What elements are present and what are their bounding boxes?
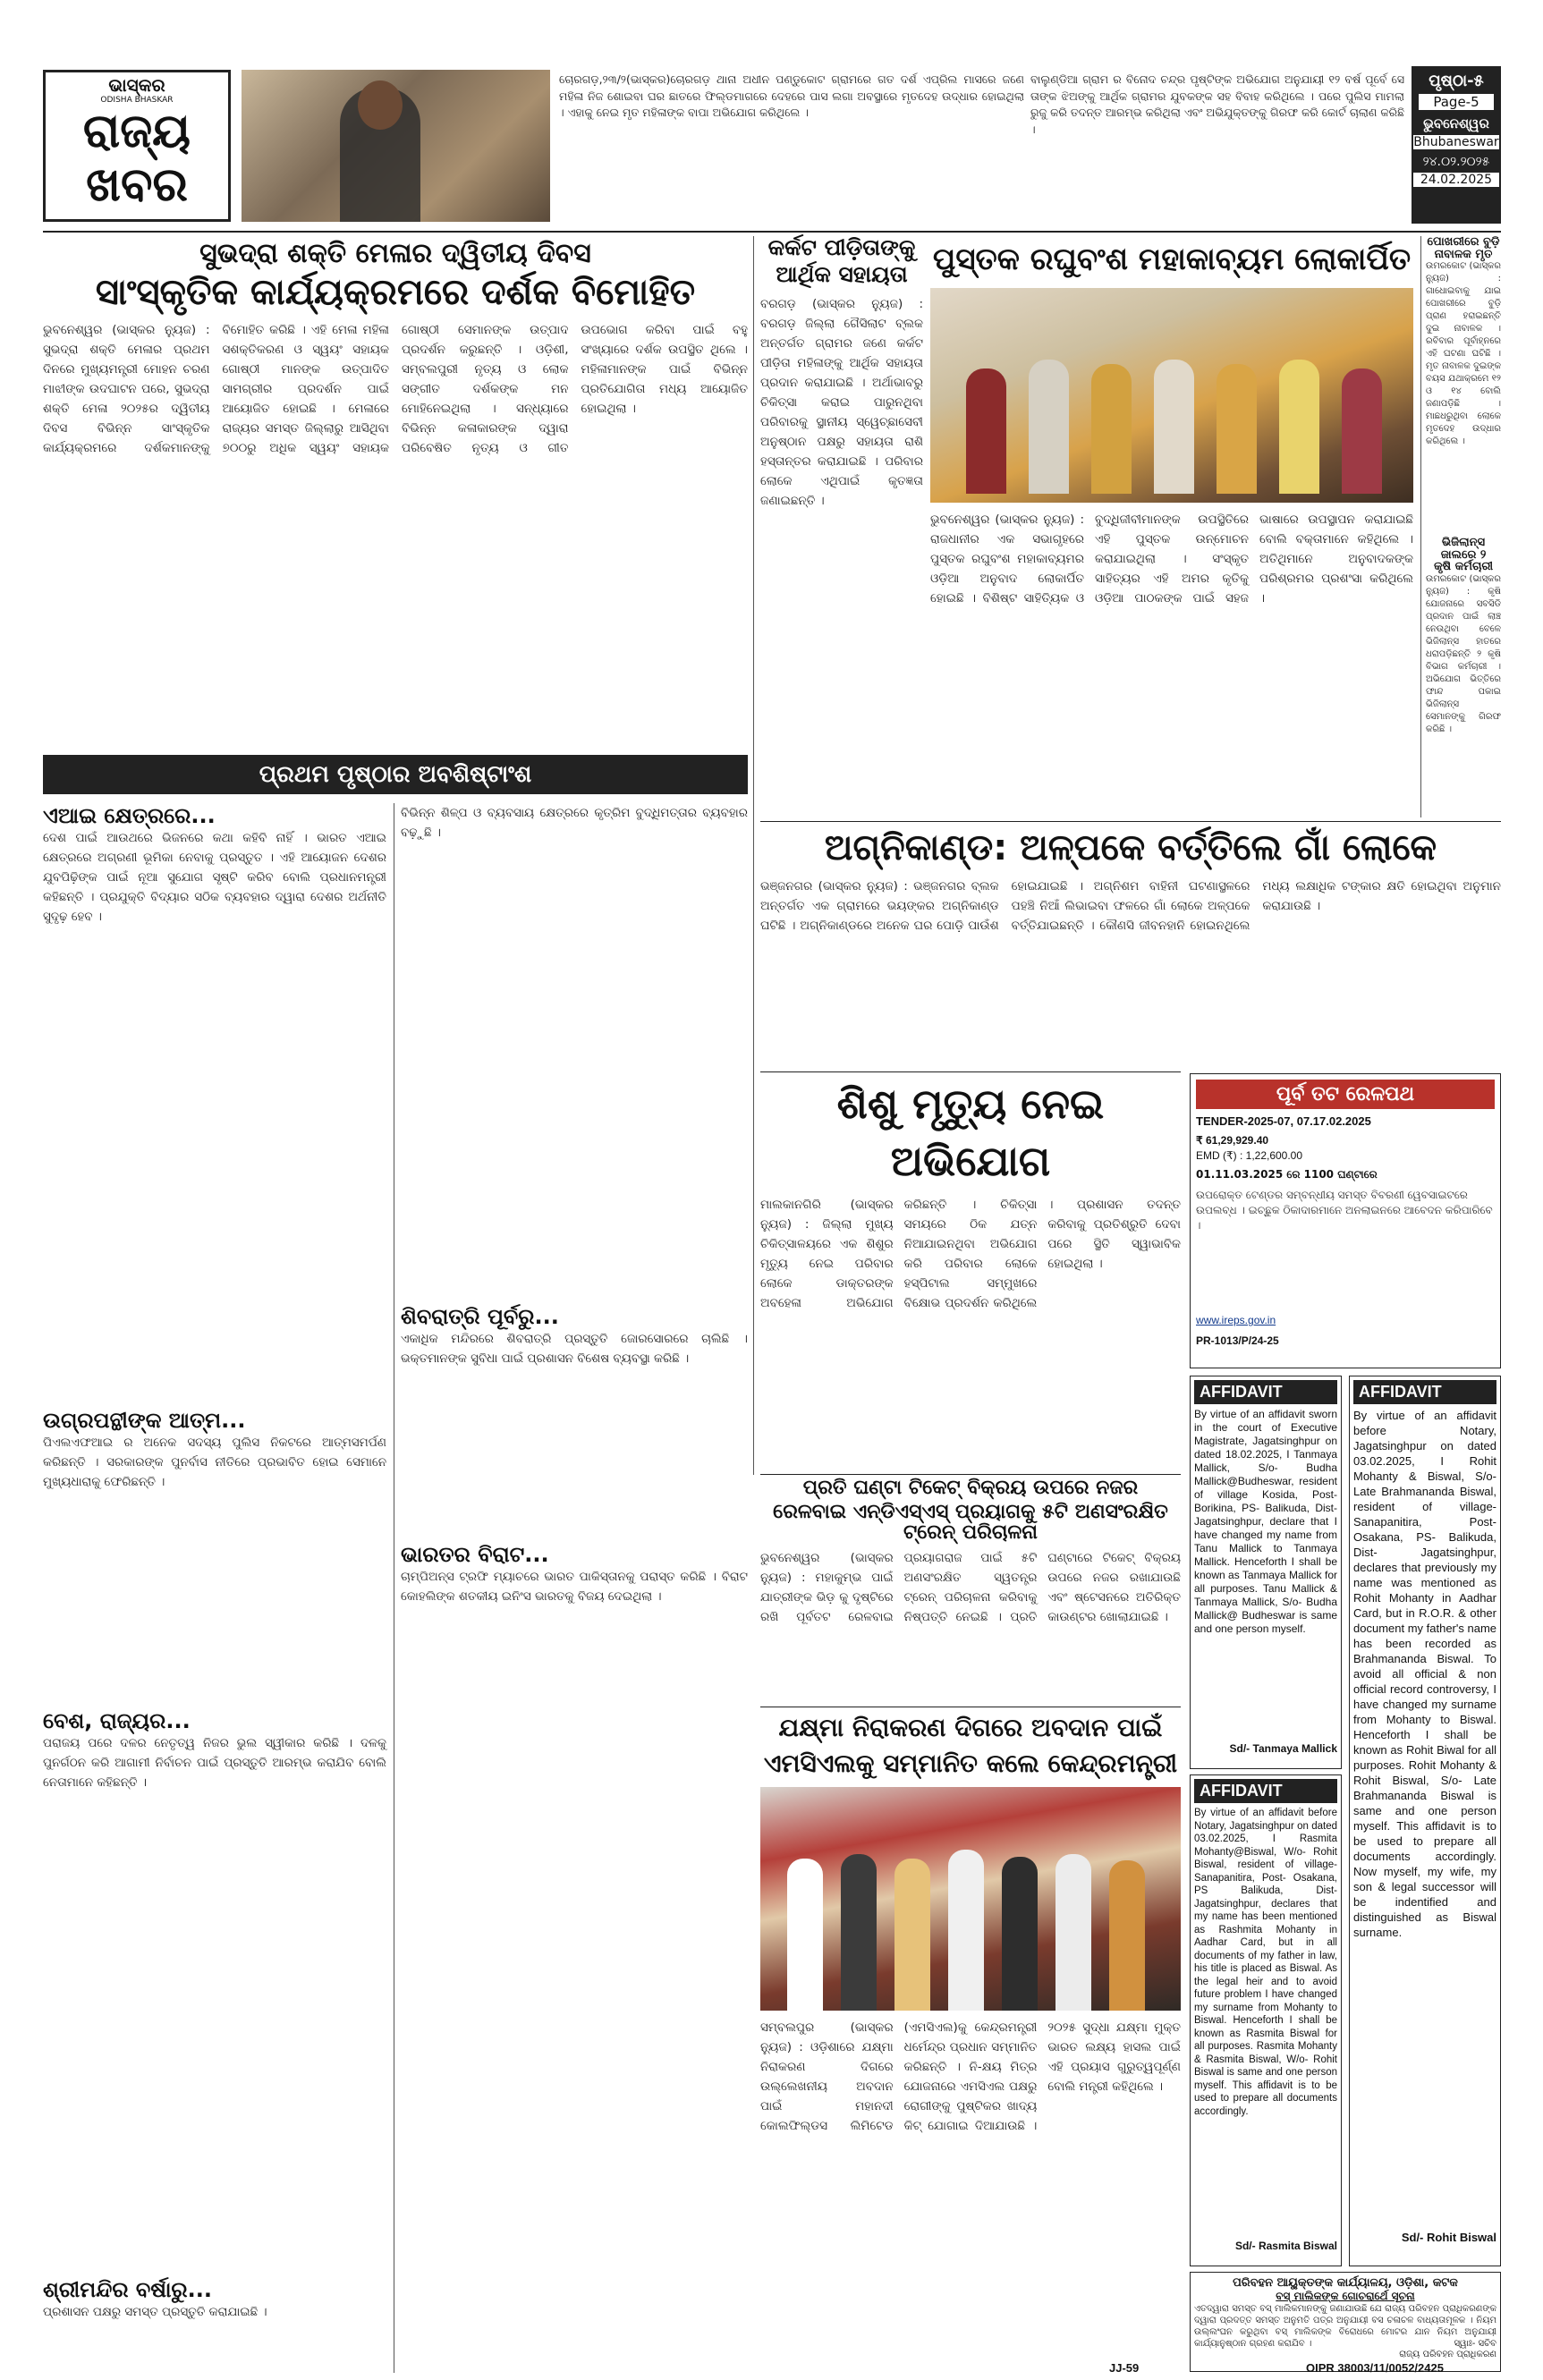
subhadra-headline: ସାଂସ୍କୃତିକ କାର୍ଯ୍ୟକ୍ରମରେ ଦର୍ଶକ ବିମୋହିତ — [95, 271, 696, 313]
affidavit-signature: Sd/- Rohit Biswal — [1401, 2231, 1496, 2244]
tender-emd: 1,22,600.00 — [1245, 1149, 1303, 1162]
tender-deadline: 01.11.03.2025 ରେ 1100 ଘଣ୍ଟାରେ — [1196, 1168, 1378, 1181]
affidavit-1-box — [1190, 1376, 1342, 1769]
fire-headline: ଅଗ୍ନିକାଣ୍ଡ: ଅଳ୍ପକେ ବର୍ତ୍ତିଲେ ଗାଁ ଲୋକେ — [824, 827, 1437, 868]
top-story-col2: ବାଲୁଣ୍ଡିଆ ଗ୍ରାମ ର ବିନୋଦ ଚନ୍ଦ୍ର ପୃଷ୍ଟିଙ୍କ ଅଭିଯୋଗ ଅନୁଯାୟୀ ୧୨ ବର୍ଷ ପୂର୍ବେ ସେ ତାଙ୍କ ଝିଅଙ୍କୁ ଆର୍ଥିକ ଗ୍ରାମର ଯୁବକଙ୍କ ସହ ବିବାହ କରିଥିଲେ । ପରେ ପୁଲିସ ମାମଲା ରୁଜୁ କରି ତଦନ୍ତ ଆରମ୍ଭ କରିଥିଲା ଏବଂ ଅଭିଯୁକ୍ତଙ୍କୁ ଗିରଫ କରି କୋର୍ଟ ଚାଲାଣ କରିଛି । — [1030, 72, 1404, 136]
footer-left-code: JJ-59 — [1109, 2361, 1140, 2375]
vigilance-story-content — [1426, 537, 1501, 816]
editorial-title: ଭାରତର ବିରାଟ... — [401, 1542, 549, 1567]
page-label-en: Page-5 — [1419, 94, 1494, 110]
fire-story — [760, 825, 1501, 1066]
drown-headline-2: ନାବାଳକ ମୃତ — [1434, 247, 1493, 261]
subhadra-kicker: ସୁଭଦ୍ରା ଶକ୍ତି ମେଳାର ଦ୍ୱିତୀୟ ଦିବସ — [199, 238, 591, 269]
tender-emd-row: EMD (₹) : 1,22,600.00 — [1196, 1149, 1303, 1162]
tb-headline-1: ଯକ୍ଷ୍ମା ନିରାକରଣ ଦିଗରେ ଅବଦାନ ପାଇଁ — [778, 1713, 1163, 1742]
editorial-title: ବେଶ, ରାଜ୍ୟର... — [43, 1708, 191, 1733]
transport-body: ଏତଦ୍ୱାରା ସମସ୍ତ ବସ୍ ମାଲିକମାନଙ୍କୁ ଜଣାଯାଉଛି ଯେ ରାଜ୍ୟ ପରିବହନ ପ୍ରାଧିକରଣଙ୍କ ଦ୍ୱାରା ପ୍ରଦତ୍ତ ସମସ୍ତ ଅନୁମତି ପତ୍ର ଅନୁଯାୟୀ ବସ ଚଳାଚଳ ବାଧ୍ୟତାମୂଳକ । ନିୟମ ଉଲ୍ଲଂଘନ କରୁଥିବା ବସ୍ ମାଲିକଙ୍କ ବିରୋଧରେ ମୋଟର ଯାନ ନିୟମ ଅନୁଯାୟୀ କାର୍ଯ୍ୟାନୁଷ୍ଠାନ ଗ୍ରହଣ କରାଯିବ । — [1194, 2304, 1496, 2349]
affidavit-signature: Sd/- Rasmita Biswal — [1234, 2240, 1337, 2252]
vigilance-headline-2: କୃଷି କର୍ମଚାରୀ — [1433, 560, 1494, 574]
page-label-odia: ପୃଷ୍ଠା-୫ — [1429, 72, 1484, 90]
section-title-line1: ରାଜ୍ୟ — [82, 105, 191, 158]
masthead-photo — [242, 70, 550, 222]
date-en: 24.02.2025 — [1413, 173, 1499, 187]
affidavit-body: By virtue of an affidavit before Notary, Jagatsinghpur on dated 03.02.2025, I Rohit Mohanty & Biswal, S/o- Late Brahmananda Biswal, resident of village- Sanapanitira, Post- Osakana, PS- Balikuda, Dist- Jagatsinghpur, declares that previously my name was mentioned as Rohit Mohanty in Aadhar Card, but in R.O.R. & other document my father's name has been recorded as Brahmananda Biswal. To avoid all official & non official record controversy, I have changed my surname from Mohanty to Biswal. Henceforth I shall be known as Rohit Biwal for all purposes. Rohit Mohanty & Rohit Biswal, S/o- Late Brahmananda Biswal is same and one person myself. This affidavit is to be used to prepare all documents accordingly. Now myself, my wife, my son & legal successor will be indentified and distinguished as Biswal surname. — [1353, 1409, 1496, 1939]
footer-right-code: OIPR 38003/11/0052/2425 — [1306, 2361, 1444, 2375]
editorial-title: ଏଆଇ କ୍ଷେତ୍ରରେ... — [43, 803, 216, 828]
tb-headline-2: ଏମସିଏଲକୁ ସମ୍ମାନିତ କଲେ କେନ୍ଦ୍ରମନ୍ତ୍ରୀ — [763, 1749, 1178, 1778]
tender-amount: 61,29,929.40 — [1205, 1134, 1269, 1147]
city-odia: ଭୁବନେଶ୍ୱର — [1423, 115, 1489, 131]
transport-subtitle: ବସ୍ ମାଲିକଙ୍କ ଗୋଚରାର୍ଥେ ସୂଚନା — [1276, 2290, 1415, 2302]
cancer-story — [760, 236, 923, 817]
railway-headline: ରେଳବାଇ ଏନ୍‌ଡିଏସ୍‌ଏସ୍ ପ୍ରୟାଗକୁ ୫ଟି ଅଣସଂରକ୍ଷିତ ଟ୍ରେନ୍ ପରିଚାଳନା — [773, 1501, 1168, 1545]
affidavit-signature: Sd/- Tanmaya Mallick — [1229, 1742, 1337, 1755]
paper-name: ଭାସ୍କର — [108, 74, 165, 96]
top-story-col1: ଚୋରଗଡ଼,୨୩/୨(ଭାସ୍କର)ଚୋରଗଡ଼ ଥାନା ଅଧୀନ ପଣ୍ଡୁକୋଟ ଗ୍ରାମରେ ଗତ ଦର୍ଶ ଏପ୍ରିଲ ମାସରେ ଜଣେ ମହିଳା ନିଜ ଶୋଇବା ଘର ଛାତରେ ଫିଲ୍ଡମାଗରେ ଦେହରେ ପାସ ଲଗା ଅବସ୍ଥାରେ ମୃତଦେହ ଉଦ୍ଧାର ହୋଇଥିଲା । ଏହାକୁ ନେଇ ମୃତ ମହିଳାଙ୍କ ବାପା ଅଭିଯୋଗ କରିଥିଲେ । — [559, 72, 1024, 119]
vigilance-headline-1: ଭିଜିଲାନ୍ସ ଜାଲରେ ୨ — [1440, 536, 1487, 562]
affidavit-body: By virtue of an affidavit sworn in the court of Executive Magistrate, Jagatsinghpur on dated 18.02.2025, I Tanmaya Mallick, S/o- Budha Mallick@Budheswar, resident of village Kosida, Post- Borikina, PS- Balikuda, Dist- Jagatsinghpur, declare that I have changed my name from Tanu Mallick to Tanmaya Mallick. Henceforth I shall be known as Tanmaya Mallick for all purposes. Tanu Mallick & Tanmaya Mallick, S/o- Budha Mallick@ Budheswar is same and one person myself. — [1194, 1408, 1337, 1635]
book-headline: ପୁସ୍ତକ ରଘୁବଂଶ ମହାକାବ୍ୟମ ଲୋକାର୍ପିତ — [932, 241, 1412, 277]
affidavit-title: AFFIDAVIT — [1194, 1779, 1337, 1803]
affidavit-title: AFFIDAVIT — [1353, 1380, 1496, 1404]
affidavit-title: AFFIDAVIT — [1194, 1380, 1337, 1404]
editorial-col1 — [43, 803, 386, 2373]
tender-code: PR-1013/P/24-25 — [1196, 1334, 1279, 1347]
tb-award-photo — [760, 1787, 1181, 2011]
editorial-col2 — [401, 803, 748, 2373]
railway-story — [760, 1478, 1181, 1701]
date-odia: ୨୪.୦୨.୨୦୨୫ — [1422, 155, 1490, 169]
book-body: ଭୁବନେଶ୍ୱର (ଭାସ୍କର ନ୍ୟୁଜ) : ରାଜଧାନୀର ଏକ ସଭାଗୃହରେ ପୁସ୍ତକ ରଘୁବଂଶ ମହାକାବ୍ୟମର ଓଡ଼ିଆ ଅନୁବାଦ ଲୋକାର୍ପିତ ହୋଇଛି । ବିଶିଷ୍ଟ ସାହିତ୍ୟିକ ଓ ବୁଦ୍ଧିଜୀବୀମାନଙ୍କ ଉପସ୍ଥିତିରେ ଏହି ପୁସ୍ତକ ଉନ୍ମୋଚନ କରାଯାଇଥିଲା । ସଂସ୍କୃତ ସାହିତ୍ୟର ଏହି ଅମର କୃତିକୁ ଓଡ଼ିଆ ପାଠକଙ୍କ ପାଇଁ ସହଜ ଭାଷାରେ ଉପସ୍ଥାପନ କରାଯାଇଛି ବୋଲି ବକ୍ତାମାନେ କହିଥିଲେ । ଅତିଥିମାନେ ଅନୁବାଦକଙ୍କ ପରିଶ୍ରମର ପ୍ରଶଂସା କରିଥିଲେ । — [930, 512, 1413, 606]
vigilance-body: ଉମରକୋଟ (ଭାସ୍କର ନ୍ୟୁଜ) : କୃଷି ଯୋଜନାରେ ସବସିଡି ପ୍ରଦାନ ପାଇଁ ଲାଞ୍ଚ ନେଉଥିବା ବେଳେ ଭିଜିଲାନ୍ସ ହାତରେ ଧରାପଡ଼ିଛନ୍ତି ୨ କୃଷି ବିଭାଗ କର୍ମଚାରୀ । ଅଭିଯୋଗ ଭିତ୍ତିରେ ଫାନ୍ଦ ପକାଇ ଭିଜିଲାନ୍ସ ସେମାନଙ୍କୁ ଗିରଫ କରିଛି । — [1426, 573, 1501, 734]
tb-story — [760, 1710, 1181, 2376]
editorial-body: ଚାମ୍ପିଅନ୍ସ ଟ୍ରଫି ମ୍ୟାଚରେ ଭାରତ ପାକିସ୍ତାନକୁ ପରାସ୍ତ କରିଛି । ବିରାଟ କୋହଲିଙ୍କ ଶତକୀୟ ଇନିଂସ ଭାରତକୁ ବିଜୟ ଦେଇଥିଲା । — [401, 1570, 748, 1604]
cancer-body: ବରଗଡ଼ (ଭାସ୍କର ନ୍ୟୁଜ) : ବରଗଡ଼ ଜିଲ୍ଲା ଗୈସିଲାଟ ବ୍ଲକ ଅନ୍ତର୍ଗତ ଗ୍ରାମର ଜଣେ କର୍କଟ ପୀଡ଼ିତା ମହିଳାଙ୍କୁ ଆର୍ଥିକ ସହାୟତା ପ୍ରଦାନ କରାଯାଇଛି । ଅର୍ଥାଭାବରୁ ଚିକିତ୍ସା କରାଇ ପାରୁନଥିବା ପରିବାରକୁ ସ୍ଥାନୀୟ ସ୍ୱେଚ୍ଛାସେବୀ ଅନୁଷ୍ଠାନ ପକ୍ଷରୁ ସହାୟତା ରାଶି ହସ୍ତାନ୍ତର କରାଯାଇଛି । ପରିବାର ଲୋକେ ଏଥିପାଇଁ କୃତଜ୍ଞତା ଜଣାଇଛନ୍ତି । — [760, 296, 923, 508]
subhadra-story — [43, 236, 748, 744]
book-launch-photo — [930, 288, 1413, 503]
city-en: Bhubaneswar — [1413, 135, 1499, 149]
child-headline: ଶିଶୁ ମୃତ୍ୟୁ ନେଇ ଅଭିଯୋଗ — [836, 1080, 1105, 1185]
editorial-banner: ପ୍ରଥମ ପୃଷ୍ଠାର ଅବଶିଷ୍ଟାଂଶ — [43, 755, 748, 794]
paper-sub: ODISHA BHASKAR — [100, 96, 174, 105]
tb-body: ସମ୍ବଲପୁର (ଭାସ୍କର ନ୍ୟୁଜ) : ଓଡ଼ିଶାରେ ଯକ୍ଷ୍ମା ନିରାକରଣ ଦିଗରେ ଉଲ୍ଲେଖନୀୟ ଅବଦାନ ପାଇଁ ମହାନଦୀ କୋଲଫିଲ୍ଡସ ଲିମିଟେଡ (ଏମସିଏଲ)କୁ କେନ୍ଦ୍ରମନ୍ତ୍ରୀ ଧର୍ମେନ୍ଦ୍ର ପ୍ରଧାନ ସମ୍ମାନିତ କରିଛନ୍ତି । ନି-କ୍ଷୟ ମିତ୍ର ଯୋଜନାରେ ଏମସିଏଲ ପକ୍ଷରୁ ରୋଗୀଙ୍କୁ ପୁଷ୍ଟିକର ଖାଦ୍ୟ କିଟ୍ ଯୋଗାଇ ଦିଆଯାଉଛି । ୨୦୨୫ ସୁଦ୍ଧା ଯକ୍ଷ୍ମା ମୁକ୍ତ ଭାରତ ଲକ୍ଷ୍ୟ ହାସଲ ପାଇଁ ଏହି ପ୍ରୟାସ ଗୁରୁତ୍ୱପୂର୍ଣ୍ଣ ବୋଲି ମନ୍ତ୍ରୀ କହିଥିଲେ । — [760, 2020, 1181, 2133]
tender-notice: ପୂର୍ବ ତଟ ରେଳପଥ TENDER-2025-07, 07.17.02.2025 ₹ 61,29,929.40 EMD (₹) : 1,22,600.00 01.11.03.2025 ରେ 1100 ଘଣ୍ଟାରେ ଉପରୋକ୍ତ ଟେଣ୍ଡର ସମ୍ବନ୍ଧୀୟ ସମସ୍ତ ବିବରଣୀ ୱେବସାଇଟରେ ଉପଲବ୍ଧ । ଇଚ୍ଛୁକ ଠିକାଦାରମାନେ ଅନଲାଇନରେ ଆବେଦନ କରିପାରିବେ । www.ireps.gov.in PR-1013/P/24-25 — [1190, 1073, 1501, 1368]
editorial-title: ଉଗ୍ରପନ୍ଥୀଙ୍କ ଆତ୍ମ... — [43, 1408, 246, 1433]
fire-body: ଭଞ୍ଜନଗର (ଭାସ୍କର ନ୍ୟୁଜ) : ଭଞ୍ଜନଗର ବ୍ଲକ ଅନ୍ତର୍ଗତ ଏକ ଗ୍ରାମରେ ଭୟଙ୍କର ଅଗ୍ନିକାଣ୍ଡ ଘଟିଛି । ଅଗ୍ନିକାଣ୍ଡରେ ଅନେକ ଘର ପୋଡ଼ି ପାଉଁଶ ହୋଇଯାଇଛି । ଅଗ୍ନିଶମ ବାହିନୀ ଘଟଣାସ୍ଥଳରେ ପହଞ୍ଚି ନିଆଁ ଲିଭାଇବା ଫଳରେ ଗାଁ ଲୋକେ ଅଳ୍ପକେ ବର୍ତ୍ତିଯାଇଛନ୍ତି । କୌଣସି ଜୀବନହାନି ହୋଇନଥିଲେ ମଧ୍ୟ ଲକ୍ଷାଧିକ ଟଙ୍କାର କ୍ଷତି ହୋଇଥିବା ଅନୁମାନ କରାଯାଉଛି । — [760, 879, 1501, 933]
editorial-body: ପ୍ରଶାସନ ପକ୍ଷରୁ ସମସ୍ତ ପ୍ରସ୍ତୁତି କରାଯାଇଛି । — [43, 2305, 267, 2319]
affidavit-body: By virtue of an affidavit before Notary, Jagatsinghpur on dated 03.02.2025, I Rasmita Mohanty@Biswal, W/o- Rohit Biswal, resident of village- Sanapanitira, Post- Osakana, PS Balikuda, Dist- Jagatsinghpur, declares that my name has been mentioned as Rashmita Mohanty in Aadhar Card, but in all documents of my father in law, his title is placed as Biswal. As the legal heir and to avoid future problem I have changed my surname from Mohanty to Biswal. Henceforth I shall be known as Rasmita Biswal for all purposes. Rasmita Mohanty & Rasmita Biswal, W/o- Rohit Biswal is same and one person myself. This affidavit is to be used to prepare all documents accordingly. — [1194, 1808, 1337, 2117]
drown-story-content — [1426, 236, 1501, 531]
affidavit-2-box — [1190, 1774, 1342, 2266]
child-body: ମାଲକାନଗିରି (ଭାସ୍କର ନ୍ୟୁଜ) : ଜିଲ୍ଲା ମୁଖ୍ୟ ଚିକିତ୍ସାଳୟରେ ଏକ ଶିଶୁର ମୃତ୍ୟୁ ନେଇ ପରିବାର ଲୋକେ ଡାକ୍ତରଙ୍କ ଅବହେଳା ଅଭିଯୋଗ କରିଛନ୍ତି । ଚିକିତ୍ସା ସମୟରେ ଠିକ ଯତ୍ନ ନିଆଯାଇନଥିବା ଅଭିଯୋଗ କରି ପରିବାର ଲୋକେ ହସ୍ପିଟାଲ ସମ୍ମୁଖରେ ବିକ୍ଷୋଭ ପ୍ରଦର୍ଶନ କରିଥିଲେ । ପ୍ରଶାସନ ତଦନ୍ତ କରିବାକୁ ପ୍ରତିଶ୍ରୁତି ଦେବା ପରେ ସ୍ଥିତି ସ୍ୱାଭାବିକ ହୋଇଥିଲା । — [760, 1198, 1181, 1310]
editorial-body: ଦେଶ ପାଇଁ ଆଉଥରେ ଭିଜନରେ କଥା କହିବି ନାହିଁ । ଭାରତ ଏଆଇ କ୍ଷେତ୍ରରେ ଅଗ୍ରଣୀ ଭୂମିକା ନେବାକୁ ପ୍ରସ୍ତୁତ । ଏହି ଆୟୋଜନ ଦେଶର ଯୁବପିଢ଼ିଙ୍କ ପାଇଁ ନୂଆ ସୁଯୋଗ ସୃଷ୍ଟି କରିବ ବୋଲି ପ୍ରଧାନମନ୍ତ୍ରୀ କହିଛନ୍ତି । ପ୍ରଯୁକ୍ତି ବିଦ୍ୟାର ସଠିକ ବ୍ୟବହାର ଦ୍ୱାରା ଦେଶର ଅର୍ଥନୀତି ସୁଦୃଢ଼ ହେବ । — [43, 831, 386, 924]
transport-notice — [1190, 2272, 1501, 2372]
section-title-line2: ଖବର — [86, 158, 188, 212]
railway-body: ଭୁବନେଶ୍ୱର (ଭାସ୍କର ନ୍ୟୁଜ) : ମହାକୁମ୍ଭ ପାଇଁ ଯାତ୍ରୀଙ୍କ ଭିଡ଼ କୁ ଦୃଷ୍ଟିରେ ରଖି ପୂର୍ବତଟ ରେଳବାଇ ପ୍ରୟାଗରାଜ ପାଇଁ ୫ଟି ଅଣସଂରକ୍ଷିତ ସ୍ୱତନ୍ତ୍ର ଟ୍ରେନ୍ ପରିଚାଳନା କରିବାକୁ ନିଷ୍ପତ୍ତି ନେଇଛି । ପ୍ରତି ଘଣ୍ଟାରେ ଟିକେଟ୍ ବିକ୍ରୟ ଉପରେ ନଜର ରଖାଯାଉଛି ଏବଂ ଷ୍ଟେସନରେ ଅତିରିକ୍ତ କାଉଣ୍ଟର ଖୋଲାଯାଇଛି । — [760, 1551, 1181, 1625]
editorial-body: ପିଏଲଏଫଆଇ ର ଅନେକ ସଦସ୍ୟ ପୁଲିସ ନିକଟରେ ଆତ୍ମସମର୍ପଣ କରିଛନ୍ତି । ସରକାରଙ୍କ ପୁନର୍ବାସ ନୀତିରେ ପ୍ରଭାବିତ ହୋଇ ସେମାନେ ମୁଖ୍ୟଧାରାକୁ ଫେରିଛନ୍ତି । — [43, 1436, 386, 1489]
book-story — [930, 236, 1413, 817]
affidavit-3-box — [1349, 1376, 1501, 2266]
transport-title: ପରିବହନ ଆୟୁକ୍ତଙ୍କ କାର୍ଯ୍ୟାଳୟ, ଓଡ଼ିଶା, କଟକ — [1233, 2276, 1458, 2290]
masthead — [43, 70, 231, 222]
tender-url[interactable]: www.ireps.gov.in — [1196, 1314, 1276, 1326]
page-info — [1412, 66, 1501, 224]
drown-body: ଉମରକୋଟ (ଭାସ୍କର ନ୍ୟୁଜ) : ଗାଧୋଇବାକୁ ଯାଇ ପୋଖରୀରେ ବୁଡ଼ି ପ୍ରାଣ ହରାଇଛନ୍ତି ଦୁଇ ନାବାଳକ । ରବିବାର ପୂର୍ବାହ୍ନରେ ଏହି ଘଟଣା ଘଟିଛି । ମୃତ ନାବାଳକ ଦୁଇଙ୍କ ବୟସ ଯଥାକ୍ରମେ ୧୨ ଓ ୧୪ ବୋଲି ଜଣାପଡ଼ିଛି । ମାଛଧରୁଥିବା ଲୋକେ ମୃତଦେହ ଉଦ୍ଧାର କରିଥିଲେ । — [1426, 261, 1501, 447]
tender-amount-row: ₹ 61,29,929.40 — [1196, 1134, 1269, 1147]
tender-title: ପୂର୍ବ ତଟ ରେଳପଥ — [1196, 1080, 1495, 1109]
editorial-body: ପରାଜୟ ପରେ ଦଳର ନେତୃତ୍ୱ ନିଜର ଭୁଲ ସ୍ୱୀକାର କରିଛି । ଦଳକୁ ପୁନର୍ଗଠନ କରି ଆଗାମୀ ନିର୍ବାଚନ ପାଇଁ ପ୍ରସ୍ତୁତି ଆରମ୍ଭ କରାଯିବ ବୋଲି ନେତାମାନେ କହିଛନ୍ତି । — [43, 1736, 386, 1790]
cancer-headline-1: କର୍କଟ ପୀଡ଼ିତାଙ୍କୁ — [767, 234, 916, 260]
editorial-title: ଶିବରାତ୍ରି ପୂର୍ବରୁ... — [401, 1304, 559, 1329]
child-story — [760, 1075, 1181, 1469]
tender-ref: TENDER-2025-07, 07.17.02.2025 — [1196, 1114, 1371, 1128]
editorial-title: ଶ୍ରୀମନ୍ଦିର ବର୍ଷାରୁ... — [43, 2277, 212, 2302]
railway-kicker: ପ୍ରତି ଘଣ୍ଟା ଟିକେଟ୍ ବିକ୍ରୟ ଉପରେ ନଜର — [802, 1477, 1139, 1499]
editorial-body: ବିଭିନ୍ନ ଶିଳ୍ପ ଓ ବ୍ୟବସାୟ କ୍ଷେତ୍ରରେ କୃତ୍ରିମ ବୁଦ୍ଧିମତ୍ତାର ବ୍ୟବହାର ବଢ଼ୁଛି । — [401, 806, 748, 840]
transport-signatory: ସ୍ୱାଃ- ସଚିବ — [1454, 2339, 1496, 2349]
editorial-body: ଏକାଧିକ ମନ୍ଦିରରେ ଶିବରାତ୍ରି ପ୍ରସ୍ତୁତି ଜୋରସୋରରେ ଚାଲିଛି । ଭକ୍ତମାନଙ୍କ ସୁବିଧା ପାଇଁ ପ୍ରଶାସନ ବିଶେଷ ବ୍ୟବସ୍ଥା କରିଛି । — [401, 1332, 748, 1366]
cancer-headline-2: ଆର୍ଥିକ ସହାୟତା — [776, 261, 908, 288]
transport-signatory-2: ରାଜ୍ୟ ପରିବହନ ପ୍ରାଧିକରଣ — [1399, 2350, 1496, 2359]
subhadra-body: ଭୁବନେଶ୍ୱର (ଭାସ୍କର ନ୍ୟୁଜ) : ସୁଭଦ୍ରା ଶକ୍ତି ମେଳାର ପ୍ରଥମ ଦିନରେ ମୁଖ୍ୟମନ୍ତ୍ରୀ ମୋହନ ଚରଣ ମାଝୀଙ୍କ ଉଦଘାଟନ ପରେ, ସୁଭଦ୍ରା ଶକ୍ତି ମେଳା ୨୦୨୫ର ଦ୍ୱିତୀୟ ଦିବସ ବିଭିନ୍ନ ସାଂସ୍କୃତିକ କାର୍ଯ୍ୟକ୍ରମରେ ଦର୍ଶକମାନଙ୍କୁ ବିମୋହିତ କରିଛି । ଏହି ମେଳା ମହିଳା ସଶକ୍ତିକରଣ ଓ ସ୍ୱୟଂ ସହାୟକ ଗୋଷ୍ଠୀ ମାନଙ୍କ ଉତ୍ପାଦିତ ସାମଗ୍ରୀର ପ୍ରଦର୍ଶନ ପାଇଁ ଆୟୋଜିତ ହୋଇଛି । ମେଳାରେ ରାଜ୍ୟର ସମସ୍ତ ଜିଲ୍ଲାରୁ ଆସିଥିବା ୭୦୦ରୁ ଅଧିକ ସ୍ୱୟଂ ସହାୟକ ଗୋଷ୍ଠୀ ସେମାନଙ୍କ ଉତ୍ପାଦ ପ୍ରଦର୍ଶନ କରୁଛନ୍ତି । ଓଡ଼ିଶୀ, ସମ୍ବଲପୁରୀ ନୃତ୍ୟ ଓ ଲୋକ ସଙ୍ଗୀତ ଦର୍ଶକଙ୍କ ମନ ମୋହିନେଇଥିଲା । ସନ୍ଧ୍ୟାରେ ବିଭିନ୍ନ କଳାକାରଙ୍କ ଦ୍ୱାରା ପରିବେଷିତ ନୃତ୍ୟ ଓ ଗୀତ ଉପଭୋଗ କରିବା ପାଇଁ ବହୁ ସଂଖ୍ୟାରେ ଦର୍ଶକ ଉପସ୍ଥିତ ଥିଲେ । ମହିଳାମାନଙ୍କ ପାଇଁ ବିଭିନ୍ନ ପ୍ରତିଯୋଗିତା ମଧ୍ୟ ଆୟୋଜିତ ହୋଇଥିଲା । — [43, 322, 748, 455]
drown-headline-1: ପୋଖରୀରେ ବୁଡ଼ି — [1427, 235, 1500, 249]
